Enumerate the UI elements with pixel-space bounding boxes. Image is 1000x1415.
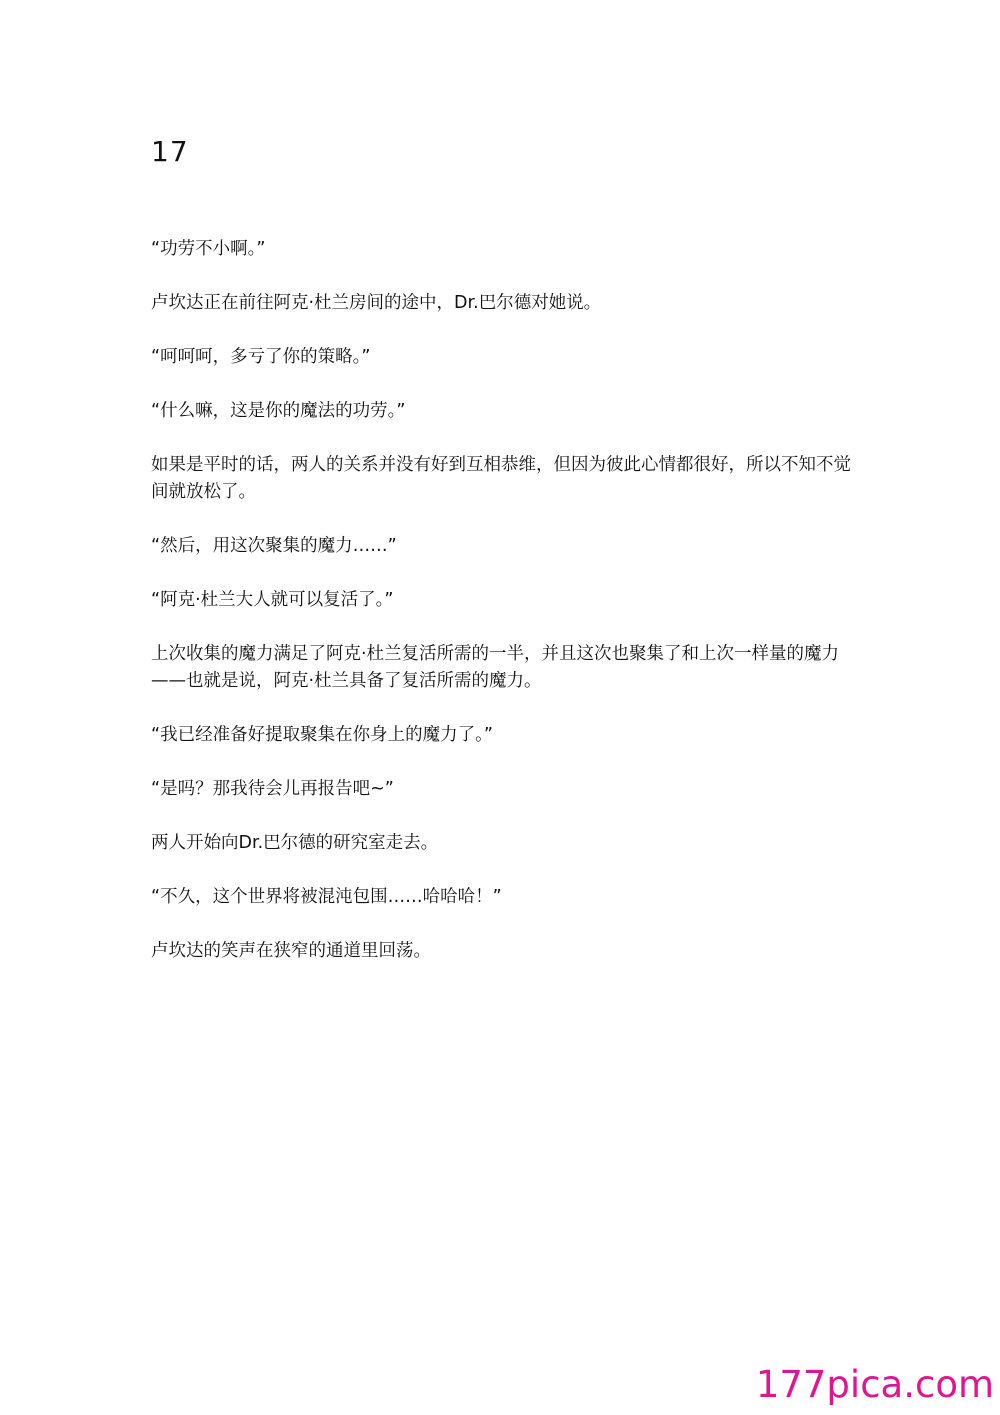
paragraph: “什么嘛，这是你的魔法的功劳。” — [151, 401, 406, 421]
chapter-number: 17 — [151, 135, 189, 168]
paragraph: “功劳不小啊。” — [151, 239, 266, 259]
paragraph: “阿克·杜兰大人就可以复活了。” — [151, 590, 394, 610]
paragraph: “呵呵呵，多亏了你的策略。” — [151, 347, 371, 367]
paragraph: 如果是平时的话，两人的关系并没有好到互相恭维，但因为彼此心情都很好，所以不知不觉间就放松了。 — [151, 455, 851, 502]
paragraph: 卢坎达的笑声在狭窄的通道里回荡。 — [151, 941, 431, 961]
paragraph: 两人开始向Dr.巴尔德的研究室走去。 — [151, 833, 439, 853]
paragraph: 上次收集的魔力满足了阿克·杜兰复活所需的一半，并且这次也聚集了和上次一样量的魔力——也就是说，阿克·杜兰具备了复活所需的魔力。 — [151, 644, 840, 691]
site-watermark: 177pica.com — [755, 1363, 994, 1406]
paragraph: “然后，用这次聚集的魔力……” — [151, 536, 397, 556]
paragraph: “是吗？那我待会儿再报告吧~” — [151, 779, 394, 799]
chapter-body — [151, 236, 861, 992]
paragraph: 卢坎达正在前往阿克·杜兰房间的途中，Dr.巴尔德对她说。 — [151, 293, 602, 313]
paragraph: “不久，这个世界将被混沌包围……哈哈哈！” — [151, 887, 502, 907]
paragraph: “我已经准备好提取聚集在你身上的魔力了。” — [151, 725, 493, 745]
